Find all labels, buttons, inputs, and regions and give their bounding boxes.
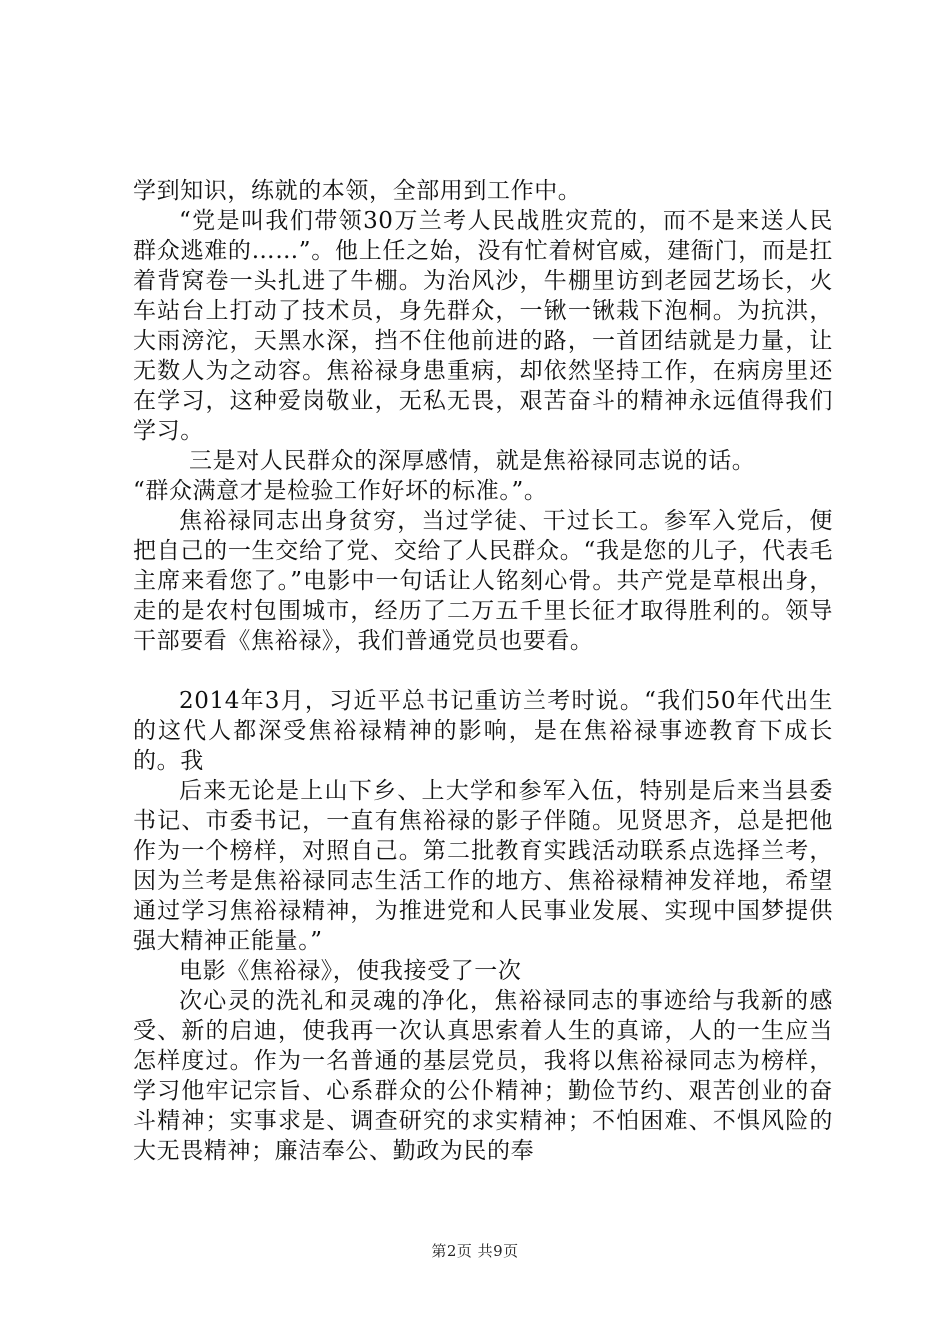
paragraph-3: 三是对人民群众的深厚感情，就是焦裕禄同志说的话。 [189,448,756,474]
paragraph-5: 焦裕禄同志出身贫穷，当过学徒、干过长工。参军入党后，便把自己的一生交给了党、交给了人民群众。“我是您的儿子，代表毛主席来看您了。”电影中一句话让人铭刻心骨。共产党是草根出身，走的是农村包围城市，经历了二万五千里长征才取得胜利的。领导干部要看《焦裕禄》，我们普通党员也要看。 [133,508,833,654]
document-body [133,176,833,1166]
page-indicator: 第2页 共9页 [431,1242,519,1260]
paragraph-1: 学到知识，练就的本领，全部用到工作中。 [133,178,582,204]
paragraph-8: 电影《焦裕禄》，使我接受了一次 [179,958,522,984]
paragraph-6: 2014年3月，习近平总书记重访兰考时说。“我们50年代出生的这代人都深受焦裕禄精神的影响，是在焦裕禄事迹教育下成长的。我 [133,688,833,774]
paragraph-9: 次心灵的洗礼和灵魂的净化，焦裕禄同志的事迹给与我新的感受、新的启迪，使我再一次认真思索着人生的真谛，人的一生应当怎样度过。作为一名普通的基层党员，我将以焦裕禄同志为榜样，学习他牢记宗旨、心系群众的公仆精神；勤俭节约、艰苦创业的奋斗精神；实事求是、调查研究的求实精神；不怕困难、不惧风险的大无畏精神；廉洁奉公、勤政为民的奉 [133,988,833,1164]
paragraph-4: “群众满意才是检验工作好坏的标准。”。 [133,478,548,504]
paragraph-2: “党是叫我们带领30万兰考人民战胜灾荒的，而不是来送人民群众逃难的……”。他上任之始，没有忙着树官威，建衙门，而是扛着背窝卷一头扎进了牛棚。为治风沙，牛棚里访到老园艺场长，火车站台上打动了技术员，身先群众，一锹一锹栽下泡桐。为抗洪，大雨滂沱，天黑水深，挡不住他前进的路，一首团结就是力量，让无数人为之动容。焦裕禄身患重病，却依然坚持工作，在病房里还在学习，这种爱岗敬业，无私无畏，艰苦奋斗的精神永远值得我们学习。 [133,208,833,444]
page-footer [0,1241,950,1261]
paragraph-gap [133,656,833,686]
paragraph-7: 后来无论是上山下乡、上大学和参军入伍，特别是后来当县委书记、市委书记，一直有焦裕禄的影子伴随。见贤思齐，总是把他作为一个榜样，对照自己。第二批教育实践活动联系点选择兰考，因为兰考是焦裕禄同志生活工作的地方、焦裕禄精神发祥地，希望通过学习焦裕禄精神，为推进党和人民事业发展、实现中国梦提供强大精神正能量。” [133,778,833,954]
